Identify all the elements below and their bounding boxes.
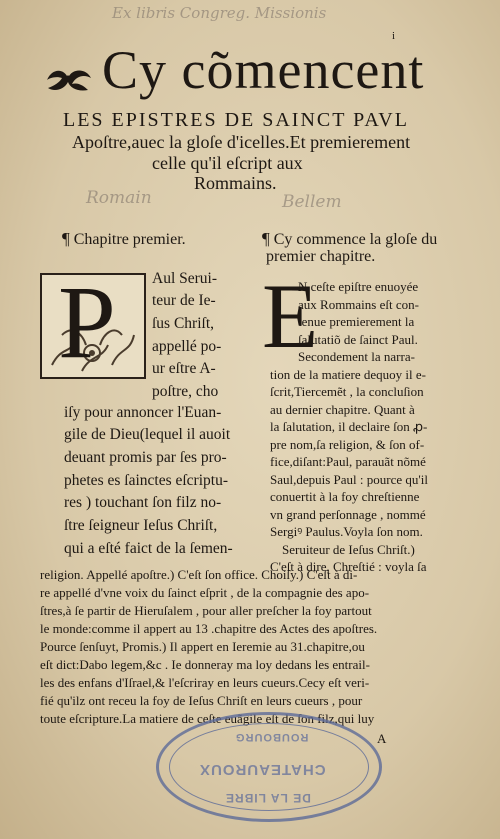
full-line: toute eſcripture.La matiere de ceſte euãgile eſt de ſon filz,qui luy [40,711,375,726]
decorated-initial-p [40,265,146,380]
left-line: ſus Chriſt, [152,315,215,332]
right-line: ſalutatiõ de ſainct Paul. [298,332,418,347]
stamp-text-top: DE LA LIBRE [225,791,311,805]
left-line: appellé po- [152,338,222,355]
right-line: la ſalutation, il declaire ſon ꝓ- [270,419,428,434]
folio-number: i [392,30,396,42]
stamp-text-bottom: ROUBOURG [235,731,309,743]
right-line: C'eſt à dire, Chreſtié : voyla ſa [270,559,427,574]
full-line: ſtres,à ſe partir de Hieruſalem , pour aller preſcher la foy partout [40,603,372,618]
full-line: les des enfans d'Iſrael,& l'eſcriray en leurs cueurs.Cecy eſt veri- [40,675,370,690]
handwritten-note-left: Romain [86,188,152,208]
right-line: fice,diſant:Paul, parauãt nõmé [270,454,426,469]
left-line: iſy pour annoncer l'Euan- [64,404,222,421]
left-heading-text: Chapitre premier. [73,231,186,248]
left-column-heading [62,229,186,249]
initial-letter-e: E [262,265,319,367]
left-line: ur eſtre A- [152,360,216,377]
right-column-heading-2: premier chapitre. [266,248,376,265]
right-line: Seruiteur de Ieſus Chriſt.) [282,542,415,557]
left-line: deuant promis par ſes pro- [64,449,227,466]
right-column-heading-1 [262,229,437,249]
left-line: res ) touchant ſon filz no- [64,494,222,511]
fleuron-ornament-icon [44,46,94,106]
left-line: teur de Ie- [152,292,216,309]
title-text: Cy cõmencent [102,40,425,100]
subtitle-line-3: Rommains. [194,173,277,193]
right-line: pre nom,ſa religion, & ſon of- [270,437,425,452]
right-line: tion de la matiere dequoy il e- [270,367,426,382]
handwritten-inscription: Ex libris Congreg. Missionis [112,4,327,22]
left-line: phetes es ſainctes eſcriptu- [64,472,228,489]
catchword: A [377,731,387,746]
right-line: ſcrit,Tiercemẽt , la concluſion [270,384,424,399]
left-line: qui a eſté faict de la ſemen- [64,540,233,557]
right-line: conuertit à la foy chreſtienne [270,489,420,504]
right-line: aux Rommains eſt con- [298,297,419,312]
right-line: au dernier chapitre. Quant à [270,402,415,417]
full-line: fié qu'ilz ont receu la foy de Ieſus Chriſt en leurs cueurs , pour [40,693,363,708]
title-caps: LES EPISTRES DE SAINCT PAVL [63,109,409,131]
subtitle-line-1: Apoſtre,auec la gloſe d'icelles.Et premierement [72,132,411,152]
left-line: ſtre ſeigneur Ieſus Chriſt, [64,517,218,534]
pilcrow-icon: ¶ [262,229,270,248]
right-line: Secondement la narra- [298,349,415,364]
library-stamp [156,712,382,822]
right-line: tenue premierement la [298,314,415,329]
full-line: le monde:comme il appert au 13 .chapitre des Actes des apoſtres. [40,621,378,636]
title-line [44,40,424,106]
left-line: gile de Dieu(lequel il auoit [64,426,231,443]
right-line: N ceſte epiſtre enuoyée [298,279,419,294]
left-line: poſtre, cho [152,383,219,400]
stamp-text-middle: CHATEAUROUX [199,761,326,778]
right-line: Saul,depuis Paul : pource qu'il [270,472,428,487]
left-line: Aul Serui- [152,270,218,287]
right-heading-text-1: Cy commence la gloſe du [273,231,438,248]
initial-letter: P [58,265,116,380]
right-line: Sergiꝰ Paulus.Voyla ſon nom. [270,524,423,539]
right-line: vn grand perſonnage , nommé [270,507,426,522]
subtitle-line-2: celle qu'il eſcript aux [152,153,303,173]
full-line: Pource ſenſuyt, Promis.) Il appert en Ieremie au 31.chapitre,ou [40,639,365,654]
full-line: re appellé d'vne voix du ſainct eſprit , de la compagnie des apo- [40,585,370,600]
handwritten-note-right: Bellem [282,192,342,212]
full-line: eſt dict:Dabo legem,&c . Ie donneray ma loy dedans les entrail- [40,657,370,672]
pilcrow-icon: ¶ [62,229,70,248]
full-line: religion. Appellé apoſtre.) C'eſt ſon office. Choiſy.) C'eſt à di- [40,567,358,582]
